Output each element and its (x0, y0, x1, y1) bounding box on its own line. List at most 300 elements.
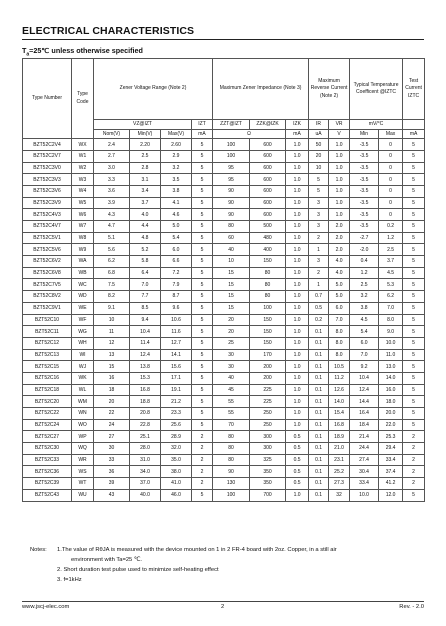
table-cell: -3.5 (350, 139, 379, 151)
table-row (23, 267, 425, 279)
table-cell: 225 (250, 396, 286, 408)
table-cell: 0.5 (286, 454, 309, 466)
table-cell: 5.0 (161, 221, 192, 233)
table-row (23, 326, 425, 338)
table-cell: WR (72, 454, 94, 466)
table-cell: BZT52C30 (23, 443, 72, 455)
table-cell: 10.4 (350, 372, 379, 384)
table-cell: 5 (403, 314, 425, 326)
table-cell: 20 (213, 326, 250, 338)
table-cell: 2 (309, 232, 329, 244)
table-cell: WM (72, 396, 94, 408)
table-cell: 3.2 (350, 291, 379, 303)
table-cell: 2.5 (350, 279, 379, 291)
table-cell: 34.0 (130, 466, 161, 478)
table-cell: 15.4 (329, 408, 350, 420)
table-cell: 95 (213, 174, 250, 186)
table-cell: -3.5 (350, 162, 379, 174)
table-cell: 0.1 (309, 384, 329, 396)
table-cell: W4 (72, 185, 94, 197)
table-cell: BZT52C8V2 (23, 291, 72, 303)
table-cell: WC (72, 279, 94, 291)
table-row (23, 314, 425, 326)
table-cell: 8.2 (94, 291, 130, 303)
table-cell: WK (72, 372, 94, 384)
table-cell: 14.1 (161, 349, 192, 361)
table-cell: 5 (403, 174, 425, 186)
table-cell: 5 (192, 302, 213, 314)
table-cell: BZT52C39 (23, 478, 72, 490)
notes (30, 545, 337, 585)
table-cell: BZT52C2V7 (23, 150, 72, 162)
table-cell: 3.0 (94, 162, 130, 174)
table-cell: 30.4 (350, 466, 379, 478)
table-row (23, 466, 425, 478)
table-cell: 12.4 (130, 349, 161, 361)
table-cell: 16.4 (350, 408, 379, 420)
hdr-ir: IR (309, 120, 329, 130)
table-cell: W8 (72, 232, 94, 244)
table-cell: BZT52C2V4 (23, 139, 72, 151)
table-cell: 5 (192, 337, 213, 349)
table-cell: 3.2 (161, 162, 192, 174)
table-cell: 2 (403, 431, 425, 443)
table-cell: 100 (213, 150, 250, 162)
table-cell: 0.5 (286, 431, 309, 443)
table-cell: 600 (250, 162, 286, 174)
table-cell: 7.2 (161, 267, 192, 279)
table-cell: 0.2 (379, 221, 403, 233)
table-cell: 5 (403, 291, 425, 303)
table-cell: BZT52C18 (23, 384, 72, 396)
table-cell: 43 (94, 489, 130, 501)
table-cell: 3.1 (130, 174, 161, 186)
table-cell: 8.5 (130, 302, 161, 314)
table-cell: 5 (192, 162, 213, 174)
table-cell: BZT52C5V6 (23, 244, 72, 256)
table-cell: W5 (72, 197, 94, 209)
unit-nom: Nom(V) (94, 129, 130, 139)
table-cell: 2.0 (329, 244, 350, 256)
table-cell: 1.0 (286, 384, 309, 396)
table-cell: 29.4 (379, 443, 403, 455)
table-cell: 1.2 (350, 267, 379, 279)
table-cell: 1.0 (286, 279, 309, 291)
table-cell: 2 (192, 454, 213, 466)
table-cell: 1.0 (286, 209, 309, 221)
table-cell: 3.6 (94, 185, 130, 197)
table-cell: WG (72, 326, 94, 338)
table-cell: 1.0 (286, 139, 309, 151)
table-cell: 0.7 (309, 291, 329, 303)
table-cell: 2.9 (161, 150, 192, 162)
table-cell: 100 (213, 489, 250, 501)
table-cell: 2 (192, 431, 213, 443)
table-cell: BZT52C33 (23, 454, 72, 466)
table-cell: WU (72, 489, 94, 501)
table-cell: -3.5 (350, 209, 379, 221)
table-cell: 5 (403, 326, 425, 338)
unit-ma: mA (192, 129, 213, 139)
table-cell: 15 (213, 302, 250, 314)
table-cell: 5 (403, 209, 425, 221)
table-cell: -3.5 (350, 185, 379, 197)
table-cell: 1.0 (286, 291, 309, 303)
table-cell: 4.5 (379, 267, 403, 279)
table-row (23, 256, 425, 268)
table-cell: 5 (192, 256, 213, 268)
table-cell: 4.4 (130, 221, 161, 233)
table-cell: 2.0 (329, 221, 350, 233)
table-cell: 350 (250, 466, 286, 478)
table-cell: 5 (192, 396, 213, 408)
table-cell: 5 (403, 256, 425, 268)
table-cell: 6.4 (130, 267, 161, 279)
table-cell: 5 (192, 361, 213, 373)
table-cell: 11.4 (130, 337, 161, 349)
table-cell: 4.1 (161, 197, 192, 209)
table-cell: 5 (403, 408, 425, 420)
table-cell: 14.4 (350, 396, 379, 408)
table-row (23, 221, 425, 233)
table-cell: 5 (403, 337, 425, 349)
table-cell: 2 (403, 466, 425, 478)
table-cell: 325 (250, 454, 286, 466)
table-cell: 5 (403, 150, 425, 162)
table-cell: 4.0 (130, 209, 161, 221)
table-cell: 1.0 (286, 408, 309, 420)
table-cell: WN (72, 408, 94, 420)
table-cell: 2 (403, 478, 425, 490)
table-cell: 9.4 (130, 314, 161, 326)
table-cell: 21.4 (350, 431, 379, 443)
table-cell: 6.0 (350, 337, 379, 349)
table-cell: -3.5 (350, 174, 379, 186)
table-cell: 200 (250, 372, 286, 384)
table-cell: 16.0 (379, 384, 403, 396)
table-cell: WA (72, 256, 94, 268)
footer-revision: Rev. - 2.0 (399, 604, 424, 610)
table-cell: 33.4 (379, 454, 403, 466)
table-row (23, 291, 425, 303)
table-cell: 2 (192, 443, 213, 455)
table-cell: 10.5 (329, 361, 350, 373)
title-rule (22, 39, 424, 40)
table-cell: 2 (192, 478, 213, 490)
table-cell: 1.0 (286, 221, 309, 233)
table-cell: 5 (192, 174, 213, 186)
table-cell: 18.9 (329, 431, 350, 443)
hdr-zzt: ZZT@IZT (213, 120, 250, 130)
table-cell: 7.0 (130, 279, 161, 291)
table-cell: 2.7 (94, 150, 130, 162)
table-cell: BZT52C15 (23, 361, 72, 373)
table-cell: 1.0 (286, 372, 309, 384)
table-cell: 23.3 (161, 408, 192, 420)
hdr-vz-at-izt: VZ@IZT (94, 120, 192, 130)
table-cell: 16.8 (329, 419, 350, 431)
table-cell: 1.0 (286, 162, 309, 174)
table-cell: 5 (403, 384, 425, 396)
table-cell: 27.4 (350, 454, 379, 466)
table-cell: 9.1 (94, 302, 130, 314)
table-cell: 80 (213, 443, 250, 455)
table-cell: BZT52C12 (23, 337, 72, 349)
table-row (23, 419, 425, 431)
table-cell: 0.1 (309, 454, 329, 466)
table-cell: 3.5 (161, 174, 192, 186)
table-cell: 11 (94, 326, 130, 338)
table-cell: 18 (94, 384, 130, 396)
table-cell: 12.4 (350, 384, 379, 396)
table-cell: 0.4 (350, 256, 379, 268)
table-cell: 18.4 (350, 419, 379, 431)
unit-ohm: Ω (213, 129, 286, 139)
hdr-reverse-current: Maximum Reverse Current (Note 2) (309, 59, 350, 120)
table-cell: BZT52C3V6 (23, 185, 72, 197)
table-cell: W7 (72, 221, 94, 233)
table-cell: 37.0 (130, 478, 161, 490)
test-condition (22, 46, 143, 57)
table-cell: 0.1 (309, 396, 329, 408)
table-cell: 0.5 (309, 302, 329, 314)
note-2: 2. Short duration test pulse used to minimize self-heating effect (57, 567, 219, 573)
table-cell: WJ (72, 361, 94, 373)
table-cell: 12.6 (329, 384, 350, 396)
note-1 (30, 545, 337, 555)
table-cell: 5 (192, 419, 213, 431)
note-3: 3. f=1kHz (57, 577, 82, 583)
table-cell: BZT52C43 (23, 489, 72, 501)
unit-min: Min(V) (130, 129, 161, 139)
table-row (23, 349, 425, 361)
table-row (23, 454, 425, 466)
table-cell: BZT52C22 (23, 408, 72, 420)
table-cell: W2 (72, 162, 94, 174)
table-cell: 80 (250, 291, 286, 303)
table-row (23, 185, 425, 197)
table-cell: 5 (192, 267, 213, 279)
table-cell: 39 (94, 478, 130, 490)
table-cell: 8.0 (379, 314, 403, 326)
table-cell: WI (72, 349, 94, 361)
table-cell: 1.0 (286, 337, 309, 349)
table-cell: 5.8 (130, 256, 161, 268)
table-cell: 14.0 (379, 372, 403, 384)
table-cell: 5 (192, 244, 213, 256)
table-cell: 250 (250, 408, 286, 420)
hdr-vr: VR (329, 120, 350, 130)
table-row (23, 443, 425, 455)
table-cell: -2.7 (350, 232, 379, 244)
table-cell: 5 (192, 185, 213, 197)
table-cell: 1.0 (329, 162, 350, 174)
table-cell: 90 (213, 185, 250, 197)
table-cell: 41.2 (379, 478, 403, 490)
table-cell: 0 (379, 139, 403, 151)
table-cell: 20.0 (379, 408, 403, 420)
table-cell: 5 (192, 232, 213, 244)
table-cell: 95 (213, 162, 250, 174)
table-cell: 32 (329, 489, 350, 501)
table-cell: 350 (250, 478, 286, 490)
table-cell: 0.1 (309, 372, 329, 384)
table-cell: 1.0 (286, 349, 309, 361)
table-row (23, 232, 425, 244)
table-cell: 55 (213, 396, 250, 408)
table-cell: 9.0 (379, 326, 403, 338)
table-cell: 0.1 (309, 478, 329, 490)
table-cell: 3 (309, 221, 329, 233)
table-cell: 3.3 (94, 174, 130, 186)
table-cell: 250 (250, 419, 286, 431)
table-cell: 225 (250, 384, 286, 396)
table-cell: 46.0 (161, 489, 192, 501)
table-cell: 600 (250, 185, 286, 197)
table-cell: 1.0 (329, 185, 350, 197)
table-cell: 1.0 (286, 232, 309, 244)
table-cell: 31.0 (130, 454, 161, 466)
table-cell: BZT52C6V8 (23, 267, 72, 279)
hdr-mv-per-c: mV/°C (350, 120, 403, 130)
table-row (23, 478, 425, 490)
table-cell: 25.2 (329, 466, 350, 478)
table-cell: 5 (192, 384, 213, 396)
table-cell: 3 (309, 197, 329, 209)
table-cell: 1.0 (286, 150, 309, 162)
table-cell: WT (72, 478, 94, 490)
table-cell: 1 (309, 244, 329, 256)
table-cell: 5 (192, 349, 213, 361)
table-cell: 0.1 (309, 337, 329, 349)
table-cell: 3.7 (130, 197, 161, 209)
table-cell: 480 (250, 232, 286, 244)
table-cell: WL (72, 384, 94, 396)
table-cell: 8.0 (329, 337, 350, 349)
table-cell: 2.5 (379, 244, 403, 256)
table-cell: 1.0 (286, 419, 309, 431)
table-cell: BZT52C3V3 (23, 174, 72, 186)
table-cell: 5 (403, 221, 425, 233)
table-cell: 5.6 (94, 244, 130, 256)
note-1-cont: environment with Ta=25 ℃. (71, 557, 143, 563)
table-cell: 1.2 (379, 232, 403, 244)
table-cell: 5 (192, 489, 213, 501)
table-cell: 40.0 (130, 489, 161, 501)
table-cell: 35.0 (161, 454, 192, 466)
table-cell: 200 (250, 361, 286, 373)
table-cell: 5 (403, 489, 425, 501)
table-cell: 3.8 (350, 302, 379, 314)
table-cell: BZT52C7V5 (23, 279, 72, 291)
footer-rule (22, 601, 424, 602)
table-cell: 1.0 (286, 361, 309, 373)
table-cell: 55 (213, 408, 250, 420)
table-row (23, 150, 425, 162)
table-cell: 90 (213, 209, 250, 221)
table-cell: 11.0 (379, 349, 403, 361)
table-cell: 300 (250, 431, 286, 443)
table-cell: 2.20 (130, 139, 161, 151)
table-cell: 33.4 (350, 478, 379, 490)
table-cell: 15 (213, 267, 250, 279)
cond-rest: =25℃ unless otherwise specified (29, 46, 143, 55)
table-cell: 1.0 (286, 267, 309, 279)
table-cell: 5 (192, 209, 213, 221)
footer-website: www.jscj-elec.com (22, 604, 70, 610)
table-cell: 0.1 (309, 408, 329, 420)
table-row (23, 139, 425, 151)
table-cell: 2.5 (130, 150, 161, 162)
table-row (23, 431, 425, 443)
table-cell: -2.0 (350, 244, 379, 256)
table-cell: 25 (213, 337, 250, 349)
table-cell: 5 (403, 232, 425, 244)
table-cell: 1.0 (329, 197, 350, 209)
table-cell: BZT52C4V3 (23, 209, 72, 221)
table-cell: 7.7 (130, 291, 161, 303)
table-cell: 1.0 (329, 150, 350, 162)
hdr-test-current: Test Current IZTC (403, 59, 425, 120)
table-cell: 150 (250, 314, 286, 326)
table-cell: 5 (403, 302, 425, 314)
table-cell: 0 (379, 197, 403, 209)
table-row (23, 384, 425, 396)
table-cell: 5.0 (329, 291, 350, 303)
table-cell: 2.8 (130, 162, 161, 174)
cond-t: T (22, 46, 27, 55)
table-cell: 10.6 (161, 314, 192, 326)
table-cell: 1.0 (286, 489, 309, 501)
table-cell: 4.6 (161, 209, 192, 221)
table-cell: 10 (213, 256, 250, 268)
footer-page-number: 2 (221, 604, 225, 610)
table-cell: 1.0 (329, 139, 350, 151)
table-cell: 40 (213, 372, 250, 384)
table-cell: 41.0 (161, 478, 192, 490)
table-cell: 0 (379, 162, 403, 174)
table-cell: BZT52C24 (23, 419, 72, 431)
table-cell: 36 (94, 466, 130, 478)
table-cell: 11.2 (329, 372, 350, 384)
table-cell: 10.0 (379, 337, 403, 349)
section-title: ELECTRICAL CHARACTERISTICS (22, 25, 195, 37)
table-cell: 14.0 (329, 396, 350, 408)
table-cell: 40 (213, 244, 250, 256)
table-cell: BZT52C6V2 (23, 256, 72, 268)
table-cell: 5 (192, 314, 213, 326)
table-cell: 300 (250, 443, 286, 455)
unit-max: Max(V) (161, 129, 192, 139)
table-cell: 0.5 (286, 466, 309, 478)
table-cell: 9.6 (161, 302, 192, 314)
table-cell: 80 (213, 454, 250, 466)
table-cell: 13.8 (130, 361, 161, 373)
table-cell: 5 (192, 139, 213, 151)
table-row (23, 489, 425, 501)
table-cell: 600 (250, 197, 286, 209)
table-cell: 400 (250, 244, 286, 256)
table-cell: 5 (192, 408, 213, 420)
header-row (23, 59, 425, 120)
table-cell: 1.0 (286, 326, 309, 338)
table-cell: 1.0 (286, 174, 309, 186)
table-cell: WP (72, 431, 94, 443)
table-cell: 6.0 (161, 244, 192, 256)
table-cell: 32.0 (161, 443, 192, 455)
table-cell: 10 (309, 162, 329, 174)
table-cell: BZT52C9V1 (23, 302, 72, 314)
